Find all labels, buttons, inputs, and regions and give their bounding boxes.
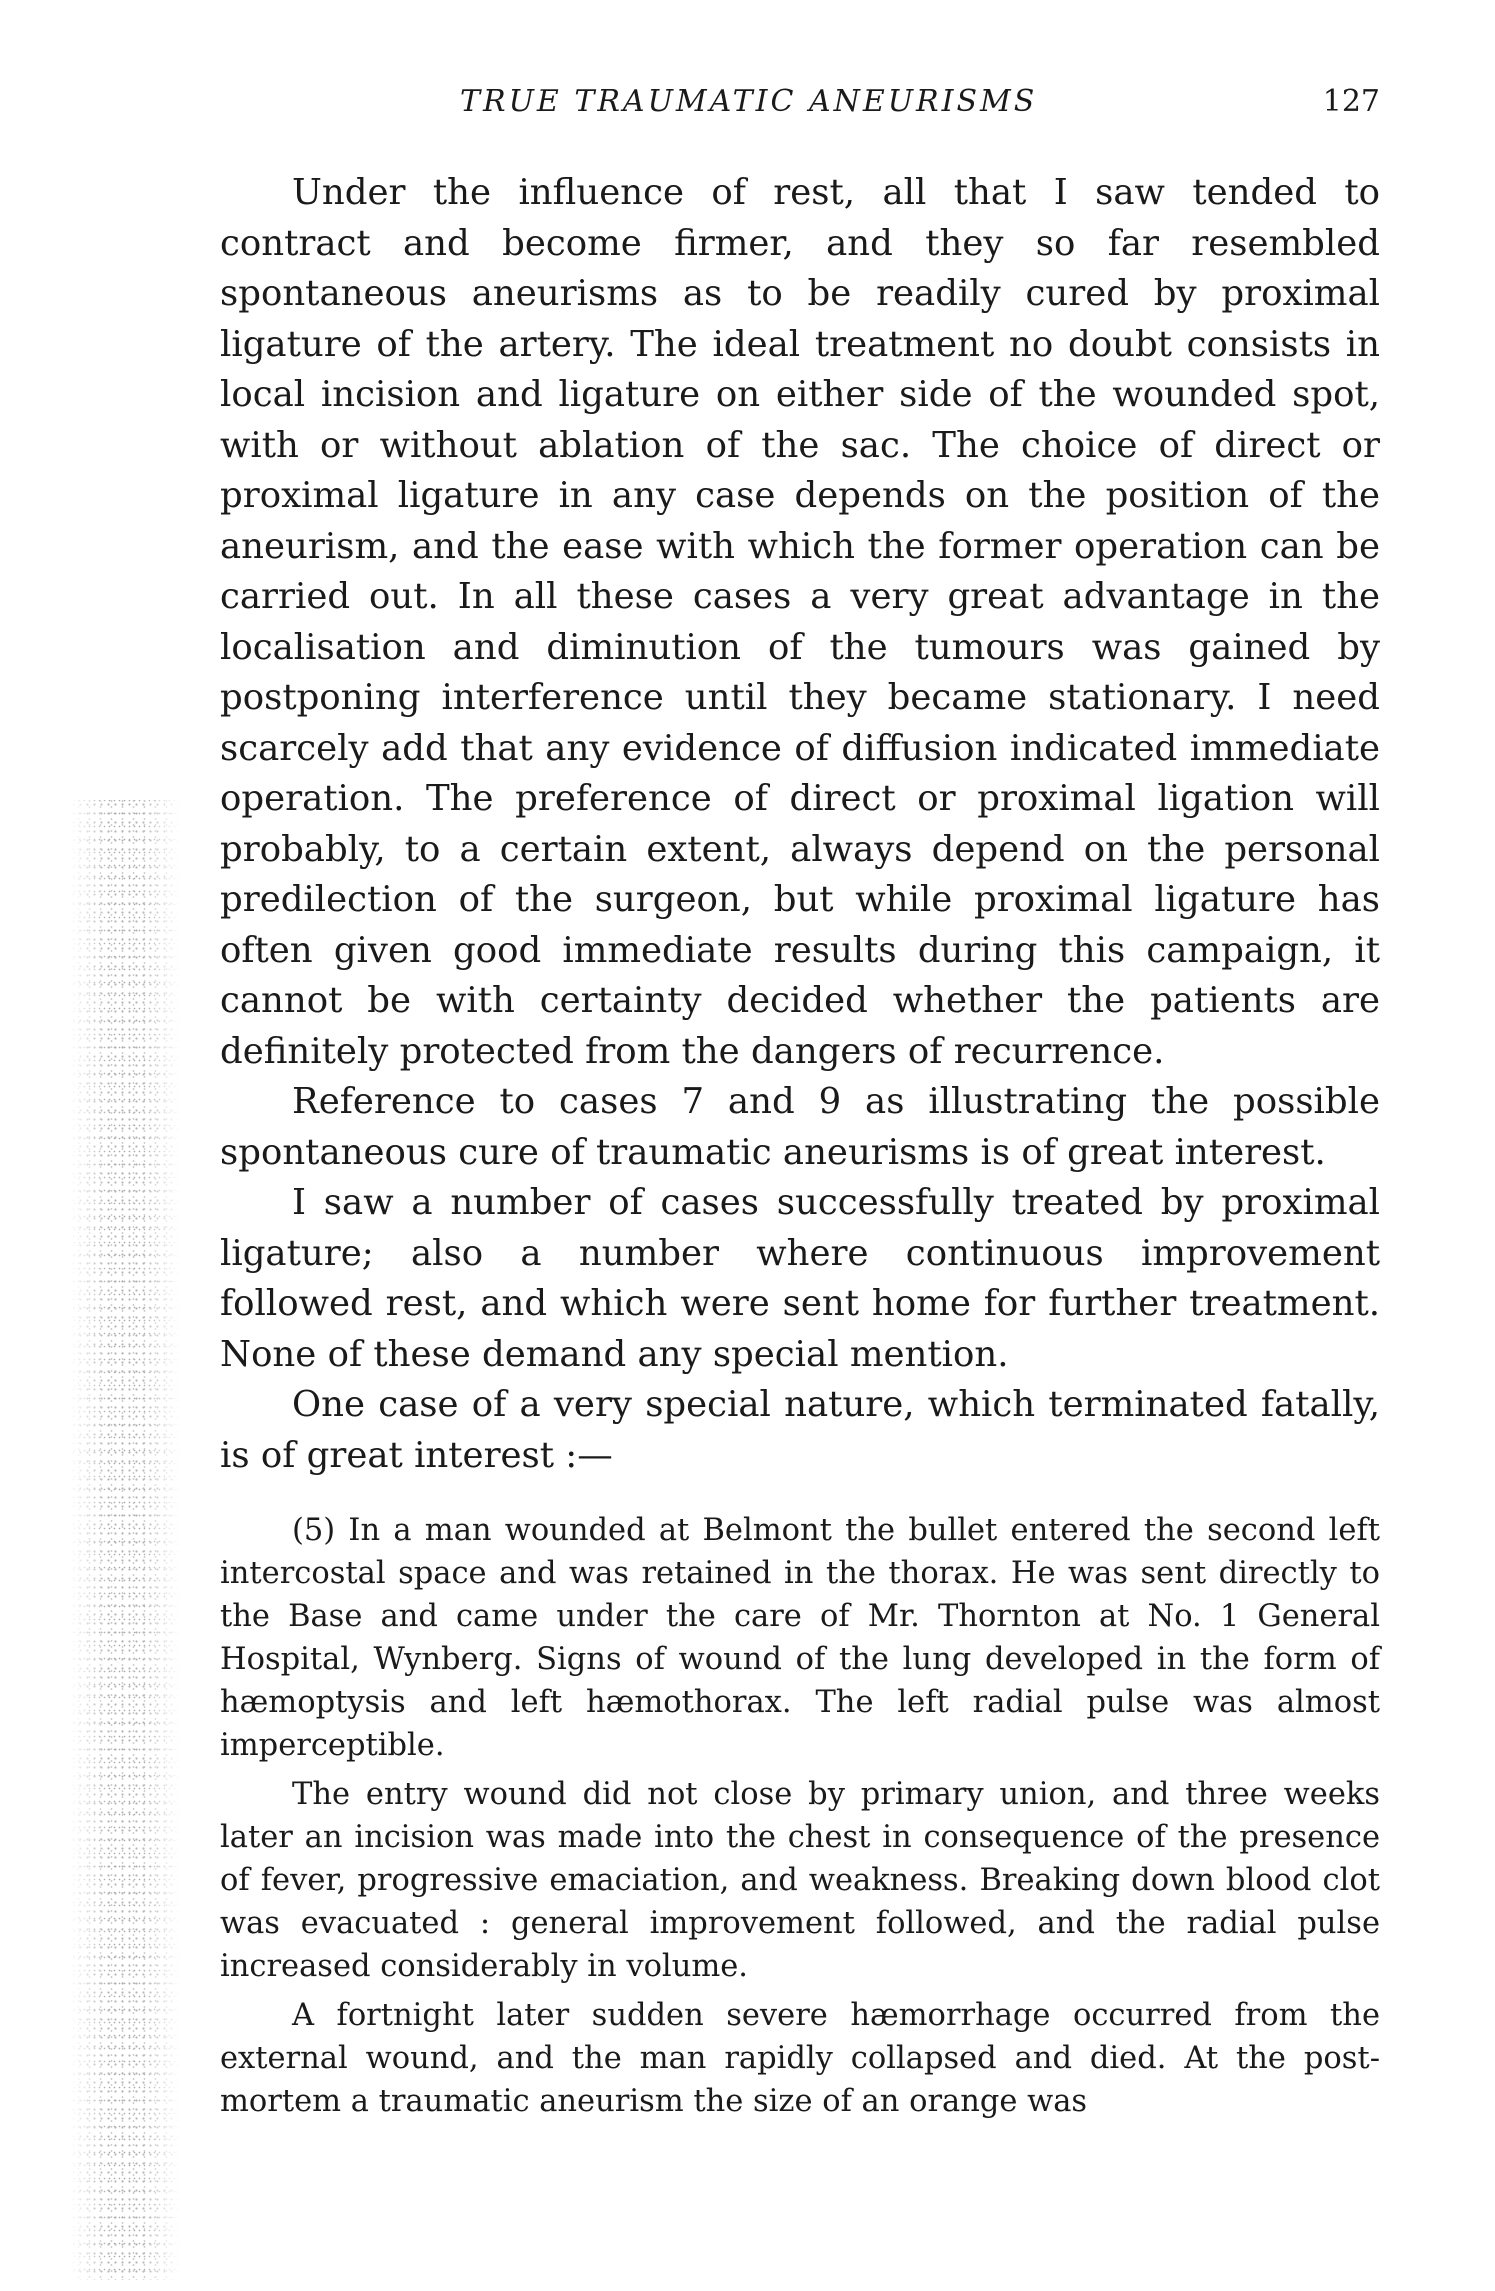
body-text [220, 168, 1380, 2123]
case-5-paragraph: (5) In a man wounded at Belmont the bullet entered the second left intercostal space and was retained in the thorax. He was sent directly to the Base and came under the care of Mr. Thornton at No. 1 General Hospital, Wynberg. Signs of wound of the lung developed in the form of hæmoptysis and left hæmothorax. The left radial pulse was almost imperceptible. [220, 1513, 1380, 1763]
page-header [220, 84, 1380, 124]
case-5-entry-wound: The entry wound did not close by primary union, and three weeks later an incision was made into the chest in consequence of the presence of fever, progressive emaciation, and weakness. Breaking down blood clot was evacuated : general improvement followed, and the radial pulse increased considerably in volume. [220, 1777, 1380, 1984]
case-5-fortnight: A fortnight later sudden severe hæmorrhage occurred from the external wound, and the man rapidly collapsed and died. At the post-mortem a traumatic aneurism the size of an orange was [220, 1998, 1380, 2119]
paragraph-special-case: One case of a very special nature, which terminated fatally, is of great interest :— [220, 1384, 1380, 1476]
running-title: TRUE TRAUMATIC ANEURISMS [460, 84, 1038, 119]
page-number: 127 [1322, 84, 1380, 119]
scan-speckle [70, 800, 180, 2280]
paragraph-cases: I saw a number of cases successfully treated by proximal ligature; also a number where continuous improvement followed rest, and which were sent home for further treatment. None of these demand any special mention. [220, 1182, 1380, 1375]
paragraph-reference: Reference to cases 7 and 9 as illustrating the possible spontaneous cure of traumatic aneurisms is of great interest. [220, 1081, 1380, 1173]
paragraph-treatment: Under the influence of rest, all that I saw tended to contract and become firmer, and they so far resembled spontaneous aneurisms as to be readily cured by proximal ligature of the artery. The ideal treatment no doubt consists in local incision and ligature on either side of the wounded spot, with or without ablation of the sac. The choice of direct or proximal ligature in any case depends on the position of the aneurism, and the ease with which the former operation can be carried out. In all these cases a very great advantage in the localisation and diminution of the tumours was gained by postponing interference until they became stationary. I need scarcely add that any evidence of diffusion indicated immediate operation. The preference of direct or proximal ligation will probably, to a certain extent, always depend on the personal predilection of the surgeon, but while proximal ligature has often given good immediate results during this campaign, it cannot be with certainty decided whether the patients are definitely protected from the dangers of recurrence. [220, 172, 1380, 1072]
